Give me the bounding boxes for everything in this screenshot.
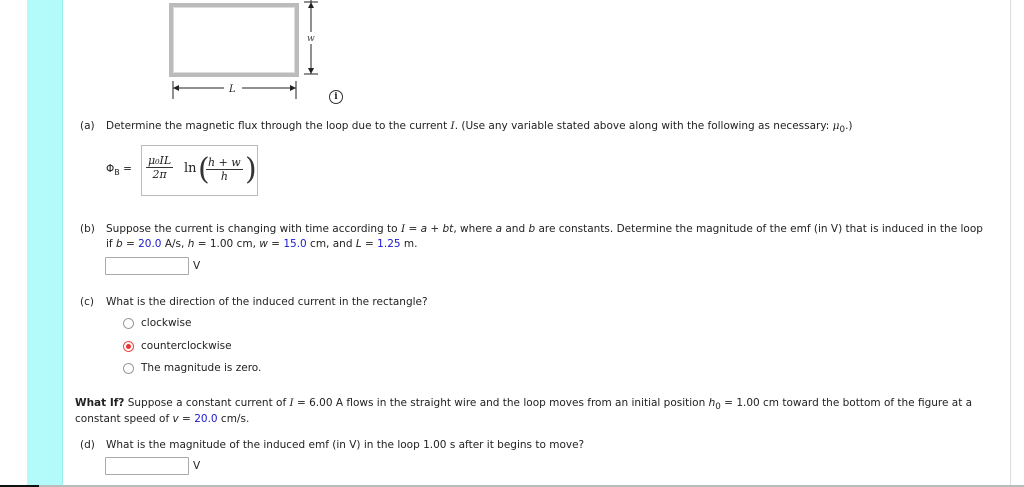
left-paren: ( xyxy=(198,152,210,187)
fraction-right: $\frac{h + w}{h}$ xyxy=(208,156,241,183)
part-d-unit: V xyxy=(193,460,201,472)
option-counterclockwise-label[interactable]: counterclockwise xyxy=(141,340,232,352)
part-a-question: Determine the magnetic flux through the loop due to the current I. (Use any variable stated above along with the following as necessary: $\mu_0$.) xyxy=(106,120,853,136)
part-b-unit: V xyxy=(193,260,201,272)
part-a-label: (a) xyxy=(80,120,95,132)
part-c-label: (c) xyxy=(80,296,94,308)
part-d-emf-input[interactable] xyxy=(105,457,189,475)
info-button[interactable] xyxy=(329,90,343,104)
ln-function: ln xyxy=(184,161,197,176)
rectangular-loop xyxy=(171,5,297,75)
part-b-question-line2: if b = 20.0 A/s, h = 1.00 cm, w = 15.0 cm, and L = 1.25 m. xyxy=(106,238,418,250)
what-if-line2: constant speed of v = 20.0 cm/s. xyxy=(75,413,250,425)
part-d-question: What is the magnitude of the induced emf (in V) in the loop 1.00 s after it begins to move? xyxy=(106,439,585,451)
part-b-emf-input[interactable] xyxy=(105,257,189,275)
part-b-question-line1: Suppose the current is changing with time according to I = a + bt, where a and b are constants. Determine the magnitude of the emf (in V) that is induced in the loop xyxy=(106,223,983,235)
radio-magnitude-zero[interactable] xyxy=(123,363,134,374)
part-c-question: What is the direction of the induced current in the rectangle? xyxy=(106,296,428,308)
part-b-label: (b) xyxy=(80,223,95,235)
part-d-label: (d) xyxy=(80,439,95,451)
flux-label: $\Phi_B$ = xyxy=(106,163,132,178)
length-label: L xyxy=(229,84,236,95)
radio-counterclockwise[interactable] xyxy=(123,341,134,352)
width-label: w xyxy=(307,34,315,44)
what-if-line1: What If? Suppose a constant current of I = 6.00 A flows in the straight wire and the loop moves from an initial position $h_0 = 1.00$ cm toward the bottom of the figure at a xyxy=(75,397,973,413)
fraction-left: $\frac{\text{μ₀IL}}{2\pi}$ xyxy=(148,154,172,181)
info-icon: i xyxy=(334,92,338,102)
right-paren: ) xyxy=(245,152,257,187)
left-accent-strip xyxy=(27,0,63,487)
option-magnitude-zero-label[interactable]: The magnitude is zero. xyxy=(141,362,262,374)
radio-clockwise[interactable] xyxy=(123,318,134,329)
option-clockwise-label[interactable]: clockwise xyxy=(141,317,192,329)
flux-answer-field[interactable] xyxy=(141,145,258,196)
panel-border xyxy=(1010,0,1011,487)
